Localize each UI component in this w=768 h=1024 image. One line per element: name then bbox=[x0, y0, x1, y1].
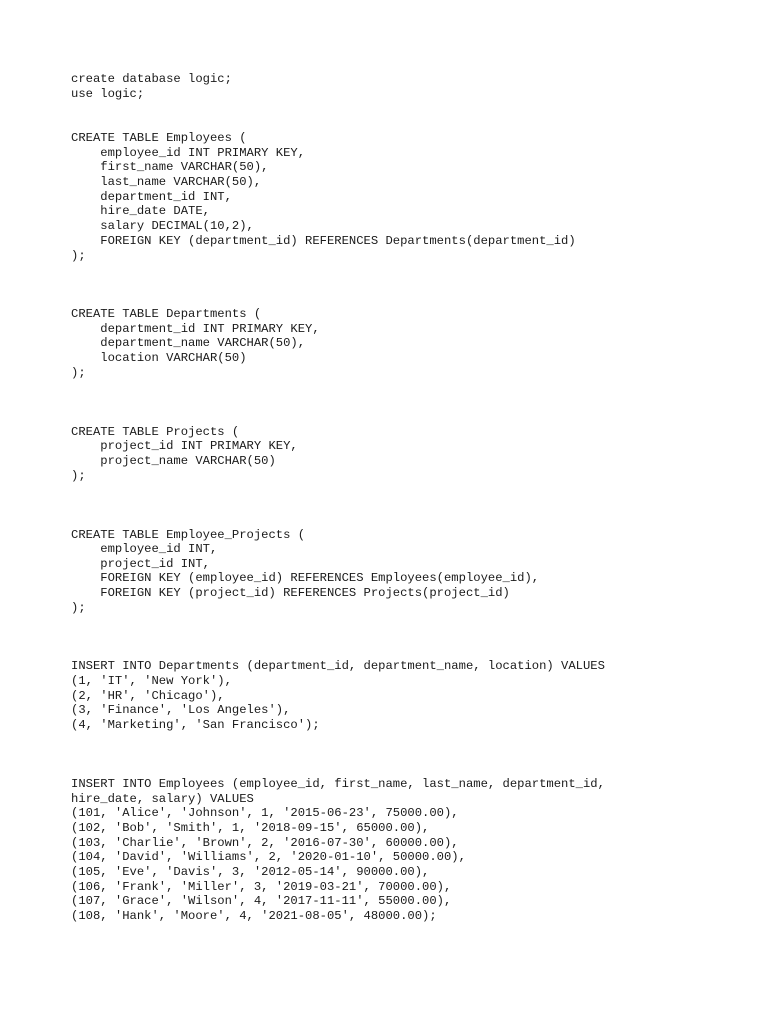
code-line: project_name VARCHAR(50) bbox=[71, 454, 276, 468]
code-line: CREATE TABLE Projects ( bbox=[71, 425, 240, 439]
code-line: (103, 'Charlie', 'Brown', 2, '2016-07-30', 60000.00), bbox=[71, 836, 459, 850]
code-line: project_id INT PRIMARY KEY, bbox=[71, 439, 298, 453]
code-line: (106, 'Frank', 'Miller', 3, '2019-03-21', 70000.00), bbox=[71, 880, 452, 894]
code-line: first_name VARCHAR(50), bbox=[71, 160, 269, 174]
code-line: employee_id INT, bbox=[71, 542, 218, 556]
code-line: (107, 'Grace', 'Wilson', 4, '2017-11-11', 55000.00), bbox=[71, 894, 452, 908]
code-line: location VARCHAR(50) bbox=[71, 351, 247, 365]
code-line: (104, 'David', 'Williams', 2, '2020-01-10', 50000.00), bbox=[71, 850, 466, 864]
code-line: (1, 'IT', 'New York'), bbox=[71, 674, 232, 688]
code-line: use logic; bbox=[71, 87, 145, 101]
code-line: last_name VARCHAR(50), bbox=[71, 175, 262, 189]
code-line: (2, 'HR', 'Chicago'), bbox=[71, 689, 225, 703]
code-line: hire_date DATE, bbox=[71, 204, 210, 218]
code-line: project_id INT, bbox=[71, 557, 210, 571]
code-line: create database logic; bbox=[71, 72, 232, 86]
code-line: INSERT INTO Departments (department_id, department_name, location) VALUES bbox=[71, 659, 605, 673]
code-line: (4, 'Marketing', 'San Francisco'); bbox=[71, 718, 320, 732]
code-line: FOREIGN KEY (employee_id) REFERENCES Employees(employee_id), bbox=[71, 571, 540, 585]
code-line: department_name VARCHAR(50), bbox=[71, 336, 306, 350]
code-line: (102, 'Bob', 'Smith', 1, '2018-09-15', 65000.00), bbox=[71, 821, 430, 835]
code-line: department_id INT PRIMARY KEY, bbox=[71, 322, 320, 336]
code-line: employee_id INT PRIMARY KEY, bbox=[71, 146, 306, 160]
code-line: CREATE TABLE Departments ( bbox=[71, 307, 262, 321]
code-line: (108, 'Hank', 'Moore', 4, '2021-08-05', 48000.00); bbox=[71, 909, 437, 923]
code-line: salary DECIMAL(10,2), bbox=[71, 219, 254, 233]
code-line: hire_date, salary) VALUES bbox=[71, 792, 254, 806]
code-line: ); bbox=[71, 601, 86, 615]
code-line: department_id INT, bbox=[71, 190, 232, 204]
code-line: ); bbox=[71, 249, 86, 263]
code-line: (105, 'Eve', 'Davis', 3, '2012-05-14', 90000.00), bbox=[71, 865, 430, 879]
code-line: FOREIGN KEY (project_id) REFERENCES Projects(project_id) bbox=[71, 586, 510, 600]
code-line: ); bbox=[71, 469, 86, 483]
code-line: (101, 'Alice', 'Johnson', 1, '2015-06-23', 75000.00), bbox=[71, 806, 459, 820]
code-line: CREATE TABLE Employee_Projects ( bbox=[71, 528, 306, 542]
code-line: (3, 'Finance', 'Los Angeles'), bbox=[71, 703, 291, 717]
code-line: FOREIGN KEY (department_id) REFERENCES Departments(department_id) bbox=[71, 234, 576, 248]
code-line: CREATE TABLE Employees ( bbox=[71, 131, 247, 145]
code-line: ); bbox=[71, 366, 86, 380]
code-line: INSERT INTO Employees (employee_id, first_name, last_name, department_id, bbox=[71, 777, 605, 791]
